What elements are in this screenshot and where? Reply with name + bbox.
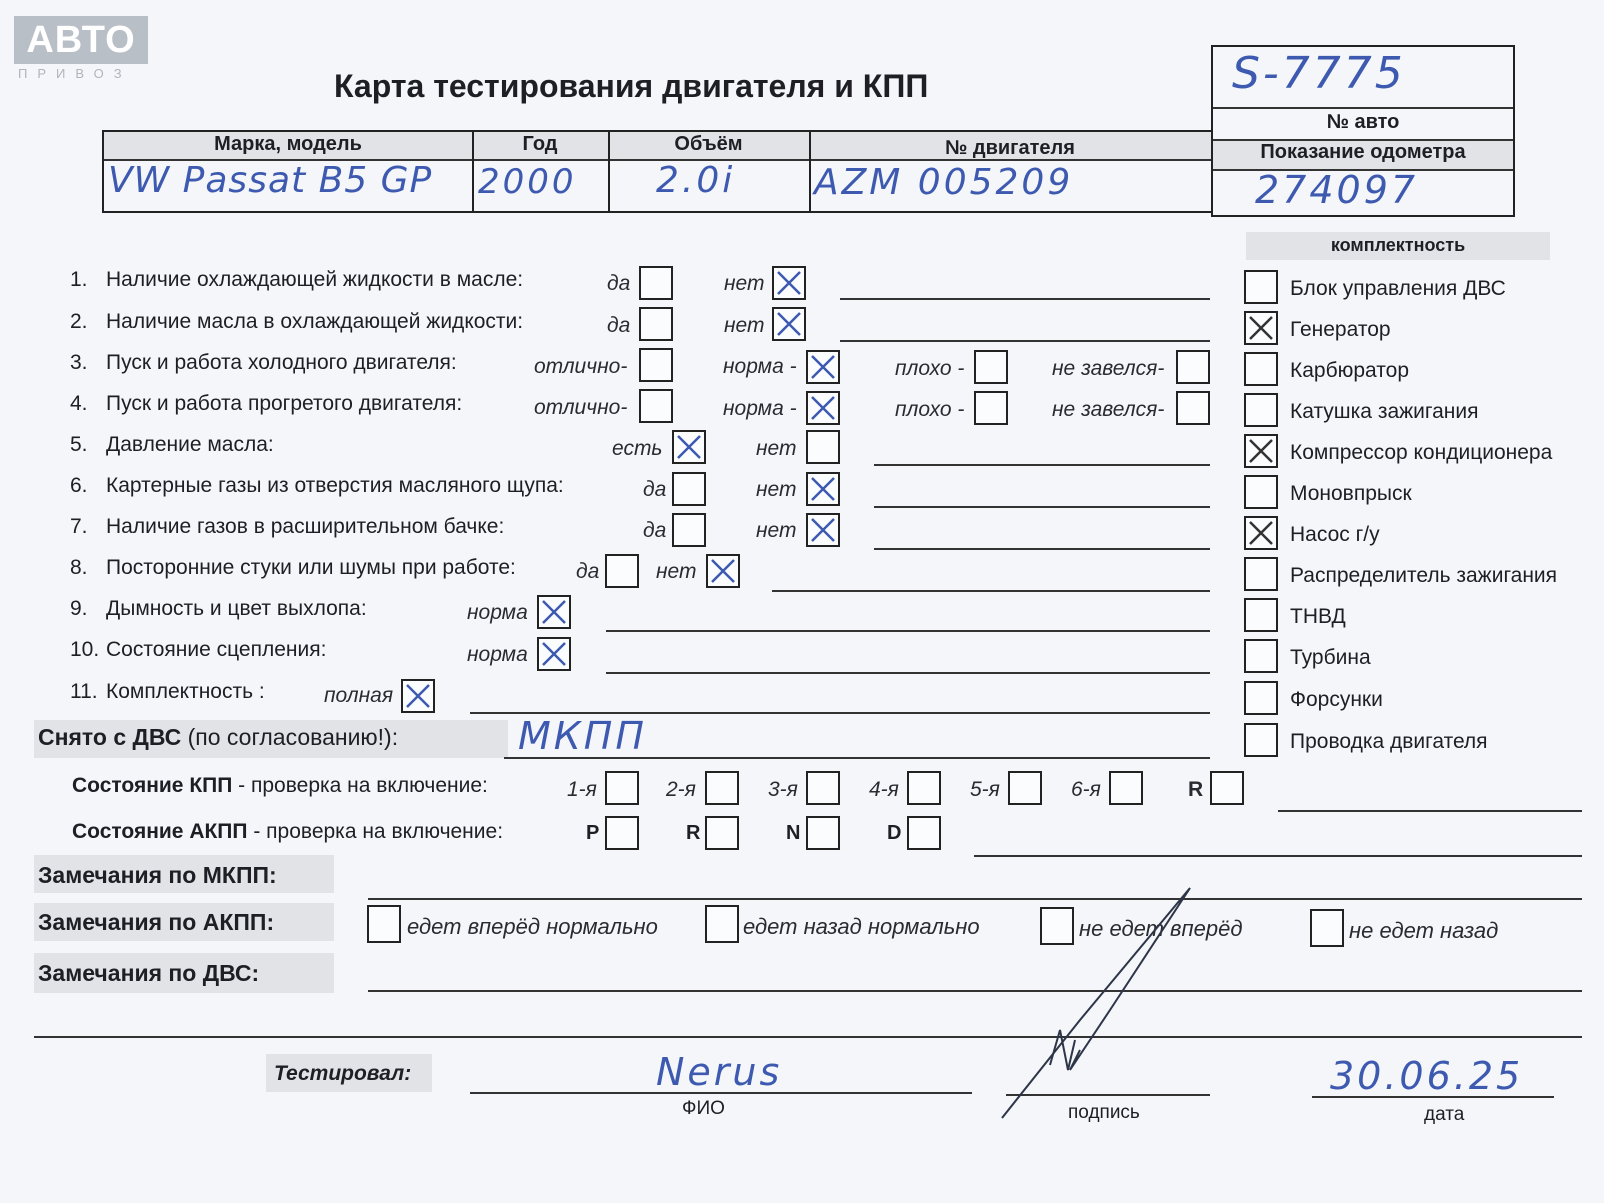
completeness-box-7[interactable]	[1244, 557, 1278, 591]
check-6-box-da[interactable]	[672, 472, 706, 506]
page-title: Карта тестирования двигателя и КПП	[334, 68, 929, 104]
check-1-number: 1.	[70, 268, 88, 291]
check-7-opt-net: нет	[756, 519, 797, 542]
check-mark-icon	[774, 268, 804, 298]
check-2-text: Наличие масла в охлаждающей жидкости:	[106, 310, 524, 333]
check-5-opt-no: нет	[756, 437, 797, 460]
kpp-label: Состояние КПП - проверка на включение:	[72, 774, 488, 797]
check-7-text: Наличие газов в расширительном бачке:	[106, 515, 505, 538]
check-mark-icon	[708, 556, 738, 586]
akpp-forward-ok-label: едет вперёд нормально	[407, 914, 658, 939]
check-5-opt-yes: есть	[612, 437, 663, 460]
signature-icon	[990, 880, 1220, 1130]
completeness-box-3[interactable]	[1244, 393, 1278, 427]
avtoprivoz-logo: АВТО	[14, 16, 148, 64]
fio-label: ФИО	[682, 1098, 725, 1119]
akpp-box-n[interactable]	[806, 816, 840, 850]
check-mark-icon	[403, 681, 433, 711]
check-4-text: Пуск и работа прогретого двигателя:	[106, 392, 463, 415]
check-mark-icon	[1246, 518, 1276, 548]
check-4-box-normal[interactable]	[806, 391, 840, 425]
check-3-box-nostart[interactable]	[1176, 350, 1210, 384]
akpp-reverse-ok-box[interactable]	[705, 905, 739, 943]
logo-subtitle: ПРИВОЗ	[18, 66, 132, 81]
kpp-gear-4: 4-я	[869, 778, 899, 801]
akpp-no-reverse-box[interactable]	[1310, 909, 1344, 947]
check-6-opt-net: нет	[756, 478, 797, 501]
check-5-text: Давление масла:	[106, 433, 274, 456]
check-10-opt-normal: норма	[467, 643, 528, 666]
check-3-opt-normal: норма -	[723, 355, 797, 378]
check-2-opt-da: да	[607, 314, 631, 337]
check-5-box-yes[interactable]	[672, 430, 706, 464]
completeness-label-2: Карбюратор	[1290, 359, 1410, 382]
kpp-box-3[interactable]	[806, 771, 840, 805]
check-3-text: Пуск и работа холодного двигателя:	[106, 351, 457, 374]
check-6-text: Картерные газы из отверстия масляного щупа:	[106, 474, 564, 497]
completeness-box-2[interactable]	[1244, 352, 1278, 386]
check-4-number: 4.	[70, 392, 88, 415]
akpp-gear-d: D	[887, 822, 902, 844]
akpp-label: Состояние АКПП - проверка на включение:	[72, 820, 504, 843]
check-4-opt-nostart: не завелся-	[1052, 398, 1165, 421]
engine-number-value: AZM 005209	[814, 162, 1074, 203]
check-4-box-nostart[interactable]	[1176, 391, 1210, 425]
check-mark-icon	[774, 309, 804, 339]
check-4-opt-normal: норма -	[723, 397, 797, 420]
brand-label: Марка, модель	[214, 133, 362, 155]
date-value: 30.06.25	[1330, 1054, 1524, 1098]
check-3-box-normal[interactable]	[806, 350, 840, 384]
completeness-box-5[interactable]	[1244, 475, 1278, 509]
completeness-box-6[interactable]	[1244, 516, 1278, 550]
kpp-gear-2: 2-я	[666, 778, 696, 801]
check-9-box-normal[interactable]	[537, 595, 571, 629]
kpp-gear-3: 3-я	[768, 778, 798, 801]
check-mark-icon	[674, 432, 704, 462]
check-10-text: Состояние сцепления:	[106, 638, 327, 661]
kpp-box-4[interactable]	[907, 771, 941, 805]
check-7-box-net[interactable]	[806, 513, 840, 547]
kpp-box-6[interactable]	[1109, 771, 1143, 805]
check-mark-icon	[808, 515, 838, 545]
check-5-number: 5.	[70, 433, 88, 456]
completeness-label-0: Блок управления ДВС	[1290, 277, 1506, 300]
check-1-text: Наличие охлаждающей жидкости в масле:	[106, 268, 524, 291]
volume-value: 2.0i	[656, 160, 736, 201]
completeness-label-8: ТНВД	[1290, 605, 1346, 628]
check-8-opt-da: да	[576, 560, 600, 583]
check-mark-icon	[539, 597, 569, 627]
completeness-box-10[interactable]	[1244, 681, 1278, 715]
akpp-gear-n: N	[786, 822, 801, 844]
check-mark-icon	[1246, 436, 1276, 466]
check-5-box-no[interactable]	[806, 430, 840, 464]
completeness-box-8[interactable]	[1244, 598, 1278, 632]
check-mark-icon	[808, 393, 838, 423]
akpp-no-reverse-label: не едет назад	[1349, 918, 1499, 943]
kpp-gear-6: 6-я	[1071, 778, 1101, 801]
completeness-label-11: Проводка двигателя	[1290, 730, 1488, 753]
tested-by-label: Тестировал:	[274, 1062, 412, 1085]
akpp-reverse-ok-label: едет назад нормально	[743, 914, 980, 939]
check-10-number: 10.	[70, 638, 100, 661]
check-11-box-full[interactable]	[401, 679, 435, 713]
check-7-number: 7.	[70, 515, 88, 538]
check-8-box-da[interactable]	[605, 554, 639, 588]
kpp-box-1[interactable]	[605, 771, 639, 805]
check-1-box-net[interactable]	[772, 266, 806, 300]
completeness-label-7: Распределитель зажигания	[1290, 564, 1558, 587]
check-3-opt-nostart: не завелся-	[1052, 357, 1165, 380]
auto-number-label: № авто	[1326, 111, 1400, 133]
check-4-box-bad[interactable]	[974, 391, 1008, 425]
check-6-box-net[interactable]	[806, 472, 840, 506]
check-6-opt-da: да	[643, 478, 667, 501]
check-1-opt-net: нет	[724, 272, 765, 295]
check-mark-icon	[808, 352, 838, 382]
check-8-opt-net: нет	[656, 560, 697, 583]
check-3-opt-excellent: отлично-	[534, 355, 628, 378]
check-4-opt-excellent: отлично-	[534, 396, 628, 419]
check-4-opt-bad: плохо -	[895, 398, 965, 421]
completeness-label-4: Компрессор кондиционера	[1290, 441, 1553, 464]
check-2-box-net[interactable]	[772, 307, 806, 341]
kpp-gear-1: 1-я	[567, 778, 597, 801]
akpp-no-forward-label: не едет вперёд	[1079, 916, 1243, 941]
completeness-label-1: Генератор	[1290, 318, 1391, 341]
completeness-box-0[interactable]	[1244, 270, 1278, 304]
completeness-label-5: Моновпрыск	[1290, 482, 1412, 505]
odometer-value: 274097	[1255, 168, 1419, 212]
year-value: 2000	[478, 162, 577, 202]
check-7-box-da[interactable]	[672, 513, 706, 547]
kpp-box-r[interactable]	[1210, 771, 1244, 805]
completeness-box-9[interactable]	[1244, 639, 1278, 673]
check-6-number: 6.	[70, 474, 88, 497]
removed-label: Снято с ДВС (по согласованию!):	[38, 724, 399, 750]
check-1-box-da[interactable]	[639, 266, 673, 300]
check-11-number: 11.	[70, 680, 98, 703]
check-mark-icon	[539, 639, 569, 669]
check-9-text: Дымность и цвет выхлопа:	[106, 597, 367, 620]
check-3-opt-bad: плохо -	[895, 357, 965, 380]
check-2-box-da[interactable]	[639, 307, 673, 341]
completeness-label-3: Катушка зажигания	[1290, 400, 1479, 423]
check-2-opt-net: нет	[724, 314, 765, 337]
remarks-mkpp-label: Замечания по МКПП:	[38, 862, 277, 888]
check-3-box-bad[interactable]	[974, 350, 1008, 384]
check-7-opt-da: да	[643, 519, 667, 542]
akpp-gear-r: R	[686, 822, 701, 844]
completeness-label-6: Насос г/у	[1290, 523, 1380, 546]
akpp-forward-ok-box[interactable]	[367, 905, 401, 943]
completeness-box-1[interactable]	[1244, 311, 1278, 345]
kpp-box-5[interactable]	[1008, 771, 1042, 805]
akpp-box-r[interactable]	[705, 816, 739, 850]
remarks-dvs-label: Замечания по ДВС:	[38, 960, 260, 986]
completeness-title: комплектность	[1330, 235, 1466, 255]
akpp-box-p[interactable]	[605, 816, 639, 850]
completeness-label-9: Турбина	[1290, 646, 1371, 669]
check-3-box-excellent[interactable]	[639, 348, 673, 382]
check-2-number: 2.	[70, 310, 88, 333]
auto-number-value: S-7775	[1232, 48, 1406, 99]
check-1-opt-da: да	[607, 272, 631, 295]
kpp-gear-5: 5-я	[970, 778, 1000, 801]
date-label: дата	[1424, 1104, 1465, 1125]
volume-label: Объём	[674, 133, 743, 155]
check-4-box-excellent[interactable]	[639, 389, 673, 423]
check-mark-icon	[1246, 313, 1276, 343]
check-11-text: Комплектность :	[106, 680, 265, 703]
year-label: Год	[522, 133, 558, 155]
check-8-box-net[interactable]	[706, 554, 740, 588]
check-3-number: 3.	[70, 351, 88, 374]
completeness-box-11[interactable]	[1244, 723, 1278, 757]
odometer-label: Показание одометра	[1260, 141, 1466, 163]
remarks-akpp-label: Замечания по АКПП:	[38, 909, 275, 935]
tester-name: Nerus	[656, 1050, 783, 1094]
check-9-opt-normal: норма	[467, 601, 528, 624]
check-11-opt-full: полная	[324, 684, 394, 707]
check-8-text: Посторонние стуки или шумы при работе:	[106, 556, 516, 579]
removed-value: МКПП	[518, 714, 647, 758]
check-mark-icon	[808, 474, 838, 504]
kpp-gear-r: R	[1188, 778, 1204, 801]
engine-number-label: № двигателя	[945, 137, 1075, 159]
completeness-label-10: Форсунки	[1290, 688, 1383, 711]
signature-label: подпись	[1068, 1102, 1140, 1123]
completeness-box-4[interactable]	[1244, 434, 1278, 468]
kpp-box-2[interactable]	[705, 771, 739, 805]
akpp-box-d[interactable]	[907, 816, 941, 850]
check-10-box-normal[interactable]	[537, 637, 571, 671]
check-8-number: 8.	[70, 556, 88, 579]
check-9-number: 9.	[70, 597, 88, 620]
brand-value: VW Passat B5 GP	[108, 160, 433, 201]
akpp-gear-p: P	[586, 822, 600, 844]
